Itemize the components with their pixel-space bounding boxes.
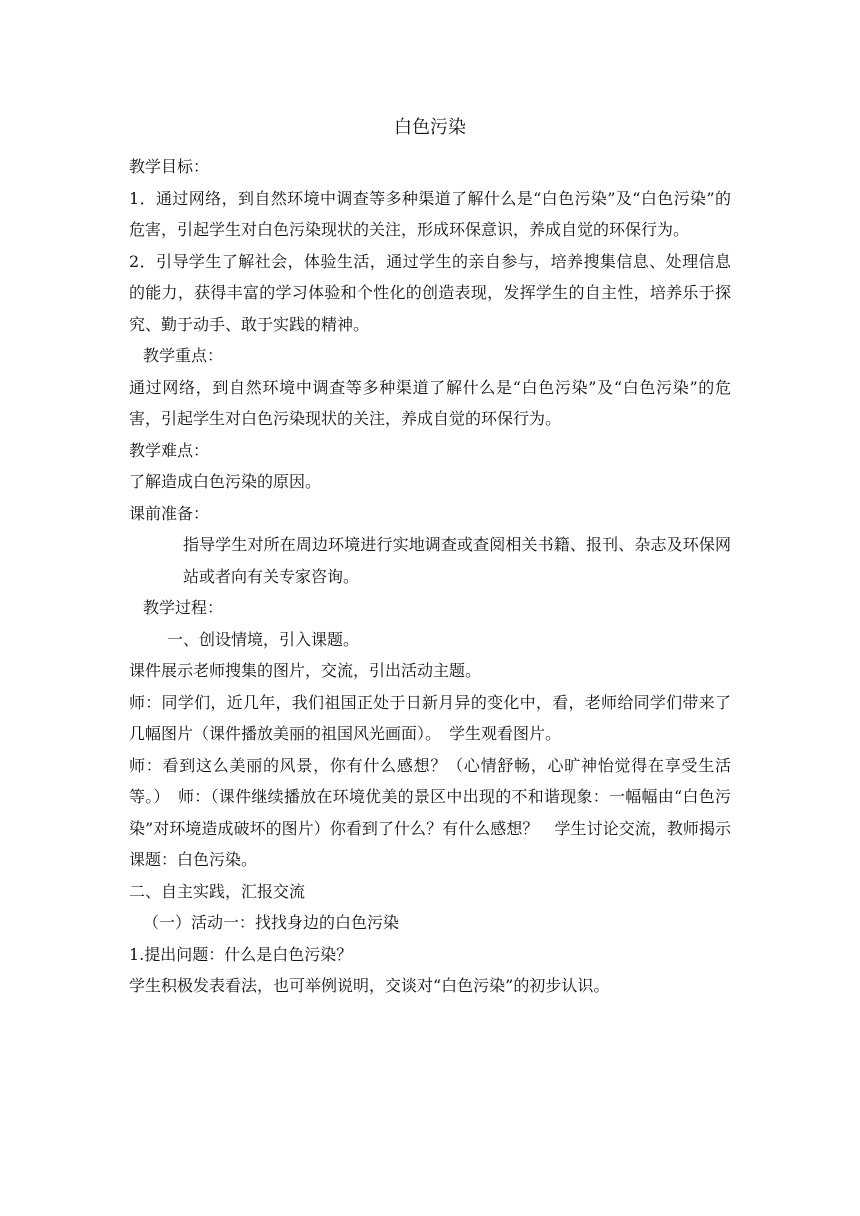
heading-key-points: 教学重点： (143, 346, 224, 365)
process-text-1: 课件展示老师搜集的图片，交流，引出活动主题。 (129, 661, 482, 680)
key-points-text: 通过网络，到自然环境中调查等多种渠道了解什么是“白色污染”及“白色污染”的危害，引起学生对白色污染现状的关注，养成自觉的环保行为。 (129, 377, 731, 428)
document-body (129, 151, 731, 1002)
heading-preparation: 课前准备： (129, 503, 210, 523)
activity-1-text: 学生积极发表看法，也可举例说明，交谈对“白色污染”的初步认识。 (129, 976, 610, 995)
difficulties-text: 了解造成白色污染的原因。 (129, 472, 322, 491)
activity-1-heading: （一）活动一：找找身边的白色污染 (143, 913, 400, 932)
heading-process: 教学过程： (143, 598, 224, 617)
goal-item-1: 1．通过网络，到自然环境中调查等多种渠道了解什么是“白色污染”及“白色污染”的危害，引起学生对白色污染现状的关注，形成环保意识，养成自觉的环保行为。 (129, 188, 731, 239)
document-title: 白色污染 (394, 117, 466, 138)
preparation-text: 指导学生对所在周边环境进行实地调查或查阅相关书籍、报刊、杂志及环保网站或者向有关专家咨询。 (183, 535, 731, 586)
process-text-3: 师：看到这么美丽的风景，你有什么感想？（心情舒畅，心旷神怡觉得在享受生活等。） 师：（课件继续播放在环境优美的景区中出现的不和谐现象：一幅幅由“白色污染”对环境造成破坏的图片）你看到了什么？有什么感想？ 学生讨论交流，教师揭示课题：白色污染。 (129, 755, 731, 869)
heading-difficulties: 教学难点： (129, 440, 210, 460)
process-text-2: 师：同学们，近几年，我们祖国正处于日新月异的变化中，看，老师给同学们带来了几幅图片（课件播放美丽的祖国风光画面）。 学生观看图片。 (129, 692, 731, 743)
heading-teaching-goals: 教学目标： (129, 157, 210, 176)
goal-item-2: 2．引导学生了解社会，体验生活，通过学生的亲自参与，培养搜集信息、处理信息的能力，获得丰富的学习体验和个性化的创造表现，发挥学生的自主性，培养乐于探究、勤于动手、敢于实践的精神。 (129, 251, 731, 334)
process-step-2: 二、自主实践，汇报交流 (129, 881, 306, 901)
activity-1-question: 1.提出问题：什么是白色污染？ (129, 944, 353, 964)
process-step-1: 一、创设情境，引入课题。 (167, 629, 360, 649)
